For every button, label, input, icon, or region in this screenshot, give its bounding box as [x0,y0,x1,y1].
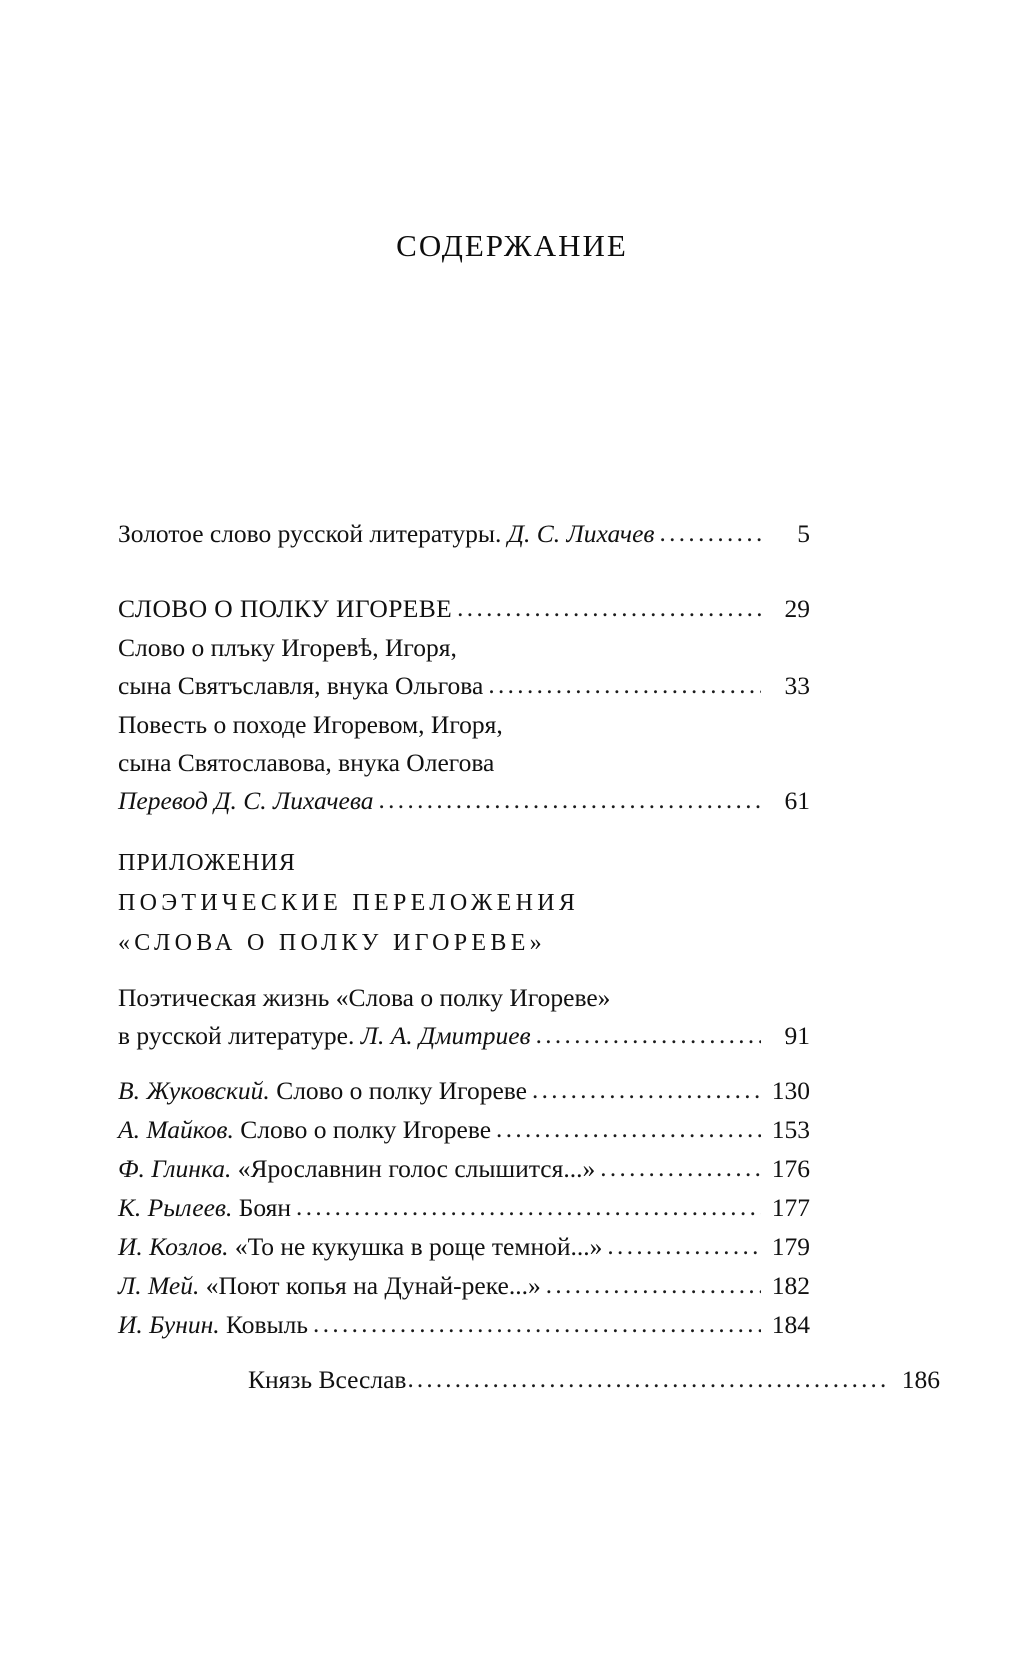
toc-entry-author: А. Майков. [118,1115,234,1144]
dot-leader [407,1361,891,1399]
dot-leader [313,1306,761,1344]
toc-page-number: 130 [771,1076,810,1105]
toc-entry-dmitriev[interactable] [118,1017,810,1056]
toc-entry-translation-line1: Повесть о походе Игоревом, Игоря, [118,710,503,739]
page-title: СОДЕРЖАНИЕ [396,228,628,263]
appendix-heading-secondary: ПОЭТИЧЕСКИЕ ПЕРЕЛОЖЕНИЯ [118,890,580,916]
toc-page-number: 182 [771,1271,810,1300]
toc-entry-title: «Поют копья на Дунай-реке...» [199,1271,541,1300]
dot-leader [457,590,761,628]
toc-entry-text: в русской литературе. [118,1021,355,1050]
toc-entry-intro[interactable] [118,515,810,554]
toc-entry-author: В. Жуковский. [118,1076,270,1105]
toc-page-number: 177 [771,1193,810,1222]
toc-entry-label [118,1228,602,1266]
toc-entry-title: «Ярославнин голос слышится...» [231,1154,596,1183]
toc-entry-title: Боян [232,1193,292,1222]
toc-page-number: 5 [797,519,810,548]
dot-leader [546,1267,761,1305]
toc-entry-label [118,1306,308,1344]
spacer [118,963,810,979]
toc-entry-title: Слово о полку Игореве [269,1076,527,1105]
toc-entry-old-text-line1: Слово о плъку Игоревѣ, Игоря, [118,633,457,662]
dot-leader [600,1150,761,1188]
toc-page-number: 153 [771,1115,810,1144]
toc-page-number: 61 [784,786,810,815]
spacer [118,1345,810,1361]
dot-leader [496,1111,761,1149]
toc-entry-translator: Перевод Д. С. Лихачева [118,786,374,815]
toc-page-number: 33 [784,671,810,700]
toc-entry-poetic[interactable] [118,1267,810,1306]
poetic-adaptations-list [118,1072,810,1345]
toc-entry-label [118,1017,531,1055]
toc-entry-label [118,1072,527,1110]
toc-entry-poetic[interactable] [118,1228,810,1267]
toc-entry-text: Золотое слово русской литературы. [118,519,502,548]
dot-leader [607,1228,761,1266]
toc-entry-author: Л. Мей. [118,1271,200,1300]
dot-leader [536,1017,761,1055]
toc-entry-poetic[interactable] [118,1111,810,1150]
dot-leader [488,667,761,705]
toc-entry-poetic[interactable] [118,1150,810,1189]
toc-entry-list [118,515,940,1400]
toc-page-number: 179 [771,1232,810,1261]
appendix-heading-tertiary: «СЛОВА О ПОЛКУ ИГОРЕВЕ» [118,930,546,956]
spacer [118,554,810,590]
toc-entry-label: Князь Всеслав [248,1365,407,1394]
toc-entry-label [118,1189,291,1227]
toc-entry-author: Д. С. Лихачев [507,519,655,548]
toc-entry-label [118,1267,541,1305]
dot-leader [296,1189,761,1227]
toc-entry-label [118,1150,595,1188]
toc-entry-author: И. Козлов. [118,1232,229,1261]
toc-entry-author: Л. А. Дмитриев [360,1021,531,1050]
toc-section-heading: СЛОВО О ПОЛКУ ИГОРЕВЕ [118,594,453,623]
toc-entry-translation-line2: сына Святославова, внука Олегова [118,748,495,777]
toc-entry-label [118,1111,491,1149]
toc-entry-author: И. Бунин. [118,1310,220,1339]
appendix-heading-primary: ПРИЛОЖЕНИЯ [118,850,296,876]
toc-entry-translation[interactable] [118,782,810,821]
toc-page-number: 184 [771,1310,810,1339]
toc-page-number: 29 [784,594,810,623]
toc-entry-poetic[interactable] [118,1189,810,1228]
toc-entry-knyaz-vseslav[interactable] [118,1361,940,1400]
toc-entry-title: Слово о полку Игореве [233,1115,492,1144]
toc-entry-poetic[interactable] [118,1072,810,1111]
toc-entry-old-text[interactable] [118,667,810,706]
dot-leader [532,1072,761,1110]
spacer [118,1056,810,1072]
toc-page-number: 91 [784,1021,810,1050]
toc-entry-label [118,515,654,553]
toc-page-number: 186 [901,1365,940,1394]
toc-entry-dmitriev-line1: Поэтическая жизнь «Слова о полку Игореве» [118,983,611,1012]
spacer [118,821,810,843]
toc-entry-title: «То не кукушка в роще темной...» [228,1232,603,1261]
toc-entry-author: К. Рылеев. [118,1193,233,1222]
toc-entry-section-slovo[interactable] [118,590,810,629]
dot-leader [659,515,761,553]
toc-entry-title: Ковыль [219,1310,309,1339]
toc-entry-author: Ф. Глинка. [118,1154,232,1183]
dot-leader [379,782,762,820]
toc-entry-poetic[interactable] [118,1306,810,1345]
toc-entry-label: сына Святъславля, внука Ольгова [118,671,484,700]
toc-page-number: 176 [771,1154,810,1183]
